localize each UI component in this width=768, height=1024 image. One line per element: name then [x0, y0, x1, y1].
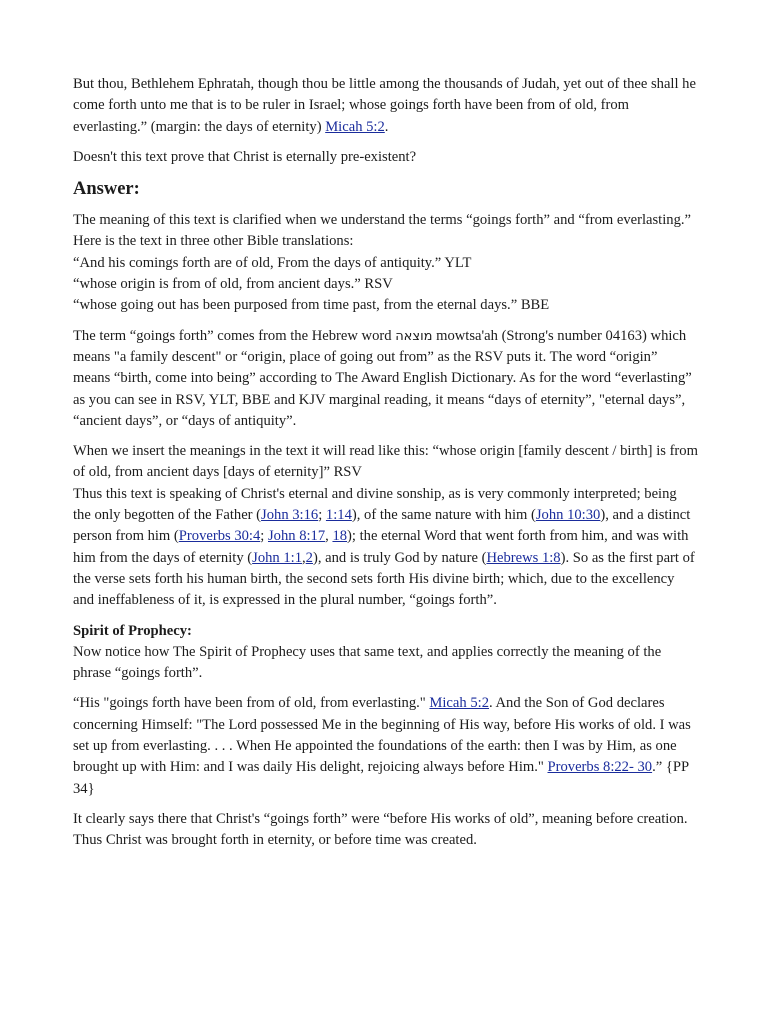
- micah-quote-paragraph: But thou, Bethlehem Ephratah, though thou be little among the thousands of Judah, yet out of thee shall he come forth unto me that is to be ruler in Israel; whose goings forth have been from of old, from everlasting.” (margin: the days of eternity) Micah 5:2.: [73, 76, 696, 135]
- link-john-8-18[interactable]: 18: [332, 528, 348, 545]
- translations-paragraph: [73, 210, 698, 316]
- bbe-quote: “whose going out has been purposed from time past, from the eternal days.” BBE: [73, 297, 550, 314]
- rsv-insert-text: When we insert the meanings in the text it will read like this: “whose origin [family descent / birth] is from of old, from ancient days [days of eternity]” RSV: [73, 443, 698, 481]
- link-john-1-1[interactable]: John 1:1: [252, 549, 303, 566]
- conclusion-paragraph: It clearly says there that Christ's “goings forth” were “before His works of old”, meaning before creation. Thus Christ was brought forth in eternity, or before time was created.: [73, 810, 688, 849]
- spirit-of-prophecy-heading: Spirit of Prophecy:: [73, 622, 192, 639]
- micah-quote-text: But thou, Bethlehem Ephratah, though thou be little among the thousands of Judah, yet out of thee shall he come forth unto me that is to be ruler in Israel; whose goings forth have been from of old, from everlasting.” (margin: the days of eternity): [73, 76, 696, 135]
- link-john-3-16[interactable]: John 3:16: [261, 507, 319, 524]
- link-micah-5-2-second[interactable]: Micah 5:2: [429, 695, 489, 712]
- answer-heading: Answer:: [73, 179, 140, 200]
- link-proverbs-30-4[interactable]: Proverbs 30:4: [178, 528, 261, 545]
- hebrew-word: מוצאה: [395, 328, 433, 344]
- rsv-quote: “whose origin is from of old, from ancient days.” RSV: [73, 276, 393, 293]
- question-paragraph: Doesn't this text prove that Christ is eternally pre-existent?: [73, 148, 417, 165]
- link-john-8-17[interactable]: John 8:17: [267, 528, 326, 545]
- spirit-of-prophecy-paragraph: [73, 621, 698, 685]
- document-body: [73, 74, 698, 861]
- link-john-1-2[interactable]: 2: [305, 549, 313, 566]
- ylt-quote: “And his comings forth are of old, From the days of antiquity.” YLT: [73, 254, 472, 271]
- interpretation-paragraph: When we insert the meanings in the text it will read like this: “whose origin [family descent / birth] is from of old, from ancient days [days of eternity]” RSV Thus this text is speaking of Christ's eternal and divine sonship, as is very commonly interpreted; being the only begotten of the Father (John 3:16; 1:14), of the same nature with him (John 10:30), and a distinct person from him (Proverbs 30:4; John 8:17, 18); the eternal Word that went forth from him, and was with him from the days of eternity (John 1:1,2), and is truly God by nature (Hebrews 1:8). So as the first part of the verse sets forth his human birth, the second sets forth His divine birth; which, due to the excellency and ineffableness of it, is expressed in the plural number, “goings forth”.: [73, 443, 698, 609]
- pp-quote-paragraph: “His "goings forth have been from of old, from everlasting." Micah 5:2. And the Son of God declares concerning Himself: "The Lord possessed Me in the beginning of His way, before His works of old. I was set up from everlasting. . . . When He appointed the foundations of the earth: then I was by Him, as one brought up with Him: and I was daily His delight, rejoicing always before Him." Proverbs 8:22- 30.” {PP 34}: [73, 695, 691, 797]
- link-john-1-14[interactable]: 1:14: [325, 507, 352, 524]
- spirit-of-prophecy-text: Now notice how The Spirit of Prophecy uses that same text, and applies correctly the meaning of the phrase “goings forth”.: [73, 643, 662, 682]
- translations-intro: The meaning of this text is clarified when we understand the terms “goings forth” and “from everlasting.” Here is the text in three other Bible translations:: [73, 212, 692, 250]
- link-john-10-30[interactable]: John 10:30: [535, 507, 601, 524]
- hebrew-term-paragraph: The term “goings forth” comes from the Hebrew word מוצאה mowtsa'ah (Strong's number 04163) which means "a family descent" or “origin, place of going out from” as the RSV puts it. The word “origin” means “birth, come into being” according to The Award English Dictionary. As for the word “everlasting” as you can see in RSV, YLT, BBE and KJV marginal reading, it means “days of eternity”, "eternal days”, “ancient days”, or “days of antiquity”.: [73, 327, 692, 429]
- link-micah-5-2[interactable]: Micah 5:2: [325, 118, 385, 135]
- link-hebrews-1-8[interactable]: Hebrews 1:8: [486, 549, 561, 566]
- link-proverbs-8-22-30[interactable]: Proverbs 8:22- 30: [547, 759, 653, 776]
